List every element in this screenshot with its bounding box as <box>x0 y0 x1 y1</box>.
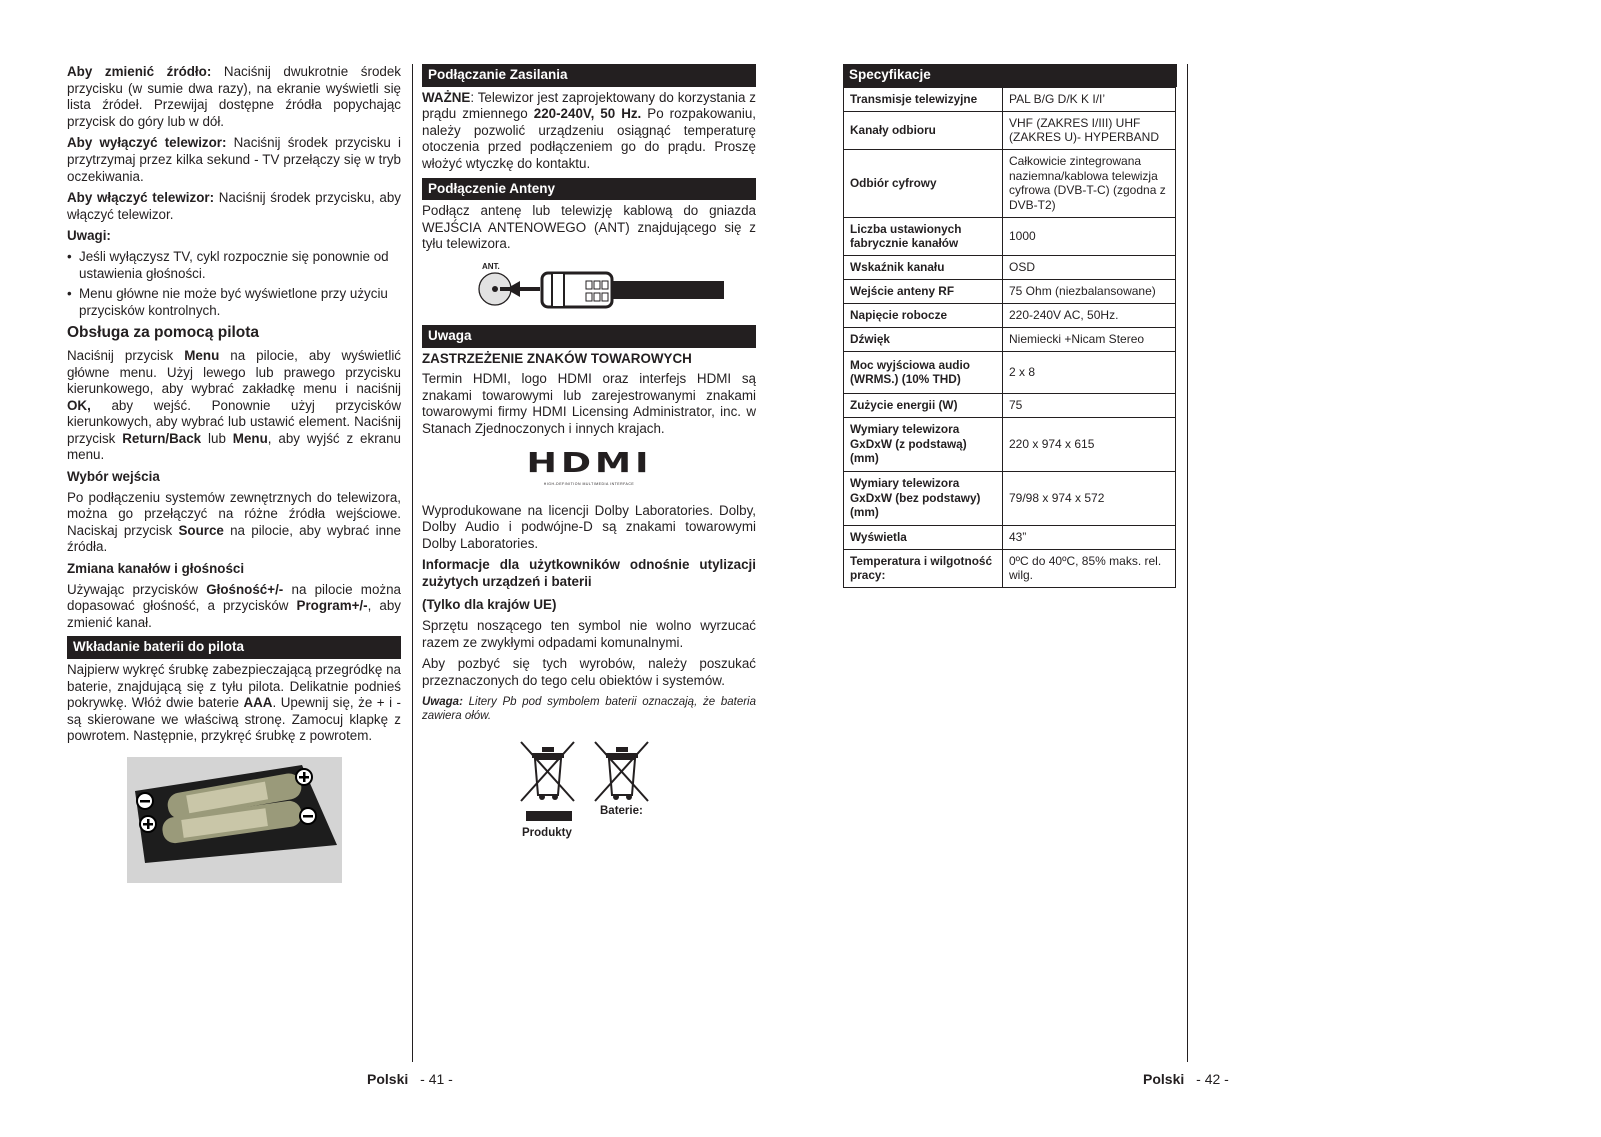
spec-key: Wskaźnik kanału <box>844 255 1003 279</box>
page-number: - 42 - <box>1196 1071 1229 1087</box>
footer-right <box>1143 1071 1229 1087</box>
spec-key: Wymiary telewizora GxDxW (bez podstawy) (mm) <box>844 471 1003 525</box>
spec-key: Wyświetla <box>844 525 1003 549</box>
power-off-paragraph: Aby wyłączyć telewizor: Naciśnij środek przycisku i przytrzymaj przez kilka sekund - TV przełączy się w tryb oczekiwania. <box>67 135 402 184</box>
spec-key: Dźwięk <box>844 327 1003 351</box>
weee-paragraph-1: Sprzętu noszącego ten symbol nie wolno wyrzucać razem ze zwykłymi odpadami komunalnymi. <box>422 618 756 650</box>
spec-value: OSD <box>1003 255 1176 279</box>
hdmi-paragraph: Termin HDMI, logo HDMI oraz interfejs HDMI są znakami towarowymi lub zarejestrowanymi znakami towarowymi firmy HDMI Licensing Administrator, inc. w Stanach Zjednoczonych i innych krajach. <box>422 371 756 436</box>
spec-value: 75 <box>1003 393 1176 417</box>
volume-heading: Zmiana kanałów i głośności <box>67 561 245 577</box>
column-divider-2 <box>1187 64 1188 1062</box>
spec-key: Kanały odbioru <box>844 111 1003 149</box>
trademark-heading: ZASTRZEŻENIE ZNAKÓW TOWAROWYCH <box>422 350 692 366</box>
eu-heading: (Tylko dla krajów UE) <box>422 596 557 612</box>
antenna-diagram <box>422 259 756 317</box>
input-paragraph: Po podłączeniu systemów zewnętrznych do telewizora, można go przełączyć na różne źródła wejściowe. Naciskaj przycisk Source na pilocie, aby wybrać inne źródła. <box>67 489 401 555</box>
lead-note: Uwaga: Litery Pb pod symbolem baterii oznaczają, że bateria zawiera ołów. <box>422 695 756 722</box>
notes-heading: Uwagi: <box>67 228 111 244</box>
table-row <box>844 327 1176 351</box>
footer-language: Polski <box>1143 1071 1185 1087</box>
volume-paragraph: Używając przycisków Głośność+/- na pilocie można dopasować głośność, a przycisków Program+/-, aby zmienić kanał. <box>67 581 401 630</box>
spec-key: Transmisje telewizyjne <box>844 87 1003 111</box>
product-bar <box>526 811 572 821</box>
list-item: • Jeśli wyłączysz TV, cykl rozpocznie się ponownie od ustawienia głośności. <box>67 249 401 282</box>
input-heading: Wybór wejścia <box>67 469 160 485</box>
table-row <box>844 471 1176 525</box>
spec-key: Wejście anteny RF <box>844 279 1003 303</box>
note-section-header: Uwaga <box>422 325 756 348</box>
table-row <box>844 393 1176 417</box>
remote-paragraph: Naciśnij przycisk Menu na pilocie, aby wyświetlić główne menu. Użyj lewego lub prawego przycisku kierunkowego, aby wybrać zakładkę menu i naciśnij OK, aby wejść. Ponownie użyj przycisków kierunkowych, aby wybrać lub ustawić element. Naciśnij przycisk Return/Back lub Menu, aby wyjść z ekranu menu. <box>67 347 401 463</box>
spec-key: Temperatura i wilgotność pracy: <box>844 549 1003 587</box>
antenna-cable <box>612 281 724 299</box>
table-row <box>844 217 1176 255</box>
spec-value: 0ºC do 40ºC, 85% maks. rel. wilg. <box>1003 549 1176 587</box>
footer-language: Polski <box>367 1071 409 1087</box>
spec-value: 2 x 8 <box>1003 351 1176 393</box>
spec-value: Niemiecki +Nicam Stereo <box>1003 327 1176 351</box>
weee-symbols <box>422 737 756 847</box>
antenna-section-header: Podłączenie Anteny <box>422 178 756 201</box>
battery-paragraph: Najpierw wykręć śrubkę zabezpieczającą przegródkę na baterie, znajdującą się z tyłu pilota. Delikatnie podnieś pokrywkę. Włóż dwie baterie AAA. Upewnij się, że + i - są skierowane we właściwą stronę. Zamocuj klapkę z powrotem. Następnie, przykręć śrubkę z powrotem. <box>67 662 401 744</box>
spec-section-header: Specyfikacje <box>843 64 1177 87</box>
spec-key: Zużycie energii (W) <box>844 393 1003 417</box>
weee-paragraph-2: Aby pozbyć się tych wyrobów, należy poszukać przeznaczonych do tego celu obiektów i systemów. <box>422 656 756 689</box>
spec-key: Napięcie robocze <box>844 303 1003 327</box>
battery-section-header: Wkładanie baterii do pilota <box>67 636 401 659</box>
products-label: Produkty <box>522 826 572 839</box>
page-number: - 41 - <box>420 1071 453 1087</box>
spec-value: 79/98 x 974 x 572 <box>1003 471 1176 525</box>
column-2 <box>422 64 756 847</box>
batteries-label: Baterie: <box>600 804 643 817</box>
spec-key: Wymiary telewizora GxDxW (z podstawą) (mm) <box>844 417 1003 471</box>
change-source-paragraph: Aby zmienić źródło: Naciśnij dwukrotnie środek przycisku (w sumie dwa razy), na ekranie wyświetli się lista źródeł. Przewijaj dostępne źródła popychając przycisk do góry lub w dół. <box>67 64 401 129</box>
column-3 <box>843 64 1178 588</box>
crossed-bin-battery-icon <box>595 742 648 801</box>
table-row <box>844 549 1176 587</box>
spec-key: Moc wyjściowa audio (WRMS.) (10% THD) <box>844 351 1003 393</box>
crossed-bin-icon <box>521 742 574 801</box>
table-row <box>844 417 1176 471</box>
column-1 <box>67 64 401 883</box>
table-row <box>844 525 1176 549</box>
spec-value: VHF (ZAKRES I/III) UHF (ZAKRES U)- HYPERBAND <box>1003 111 1176 149</box>
table-row <box>844 255 1176 279</box>
antenna-paragraph: Podłącz antenę lub telewizję kablową do gniazda WEJŚCIA ANTENOWEGO (ANT) znajdującego się z tyłu telewizora. <box>422 203 756 252</box>
footer-left <box>367 1071 453 1087</box>
spec-key: Odbiór cyfrowy <box>844 149 1003 217</box>
spec-value: 220-240V AC, 50Hz. <box>1003 303 1176 327</box>
spec-value: 75 Ohm (niezbalansowane) <box>1003 279 1176 303</box>
ant-label: ANT. <box>482 261 500 271</box>
power-on-paragraph: Aby włączyć telewizor: Naciśnij środek przycisku, aby włączyć telewizor. <box>67 190 401 222</box>
dolby-paragraph: Wyprodukowane na licencji Dolby Laboratories. Dolby, Dolby Audio i podwójne-D są znakami towarowymi Dolby Laboratories. <box>422 502 756 551</box>
table-row <box>844 111 1176 149</box>
table-row <box>844 303 1176 327</box>
power-paragraph: WAŻNE: Telewizor jest zaprojektowany do korzystania z prądu zmiennego 220-240V, 50 Hz. Po rozpakowaniu, należy pozwolić urządzeniu osiągnąć temperaturę otoczenia przed podłączeniem go do prądu. Proszę włożyć wtyczkę do kontaktu. <box>422 89 756 171</box>
spec-value: Całkowicie zintegrowana naziemna/kablowa telewizja cyfrowa (DVB-T-C) (zgodna z DVB-T2) <box>1003 149 1176 217</box>
spec-table <box>843 87 1176 588</box>
power-section-header: Podłączanie Zasilania <box>422 64 756 87</box>
battery-illustration <box>127 757 342 883</box>
weee-heading: Informacje dla użytkowników odnośnie utylizacji zużytych urządzeń i baterii <box>422 557 756 590</box>
spec-value: 220 x 974 x 615 <box>1003 417 1176 471</box>
hdmi-logo: HDMI HIGH-DEFINITION MULTIMEDIA INTERFACE <box>525 445 653 487</box>
table-row <box>844 279 1176 303</box>
spec-value: 1000 <box>1003 217 1176 255</box>
notes-list <box>67 249 401 319</box>
column-divider-1 <box>412 64 413 1062</box>
spec-value: PAL B/G D/K K I/I’ <box>1003 87 1176 111</box>
list-item: • Menu główne nie może być wyświetlone przy użyciu przycisków kontrolnych. <box>67 286 401 319</box>
table-row <box>844 149 1176 217</box>
table-row <box>844 351 1176 393</box>
table-row <box>844 87 1176 111</box>
spec-key: Liczba ustawionych fabrycznie kanałów <box>844 217 1003 255</box>
remote-heading: Obsługa za pomocą pilota <box>67 324 260 342</box>
spec-value: 43” <box>1003 525 1176 549</box>
